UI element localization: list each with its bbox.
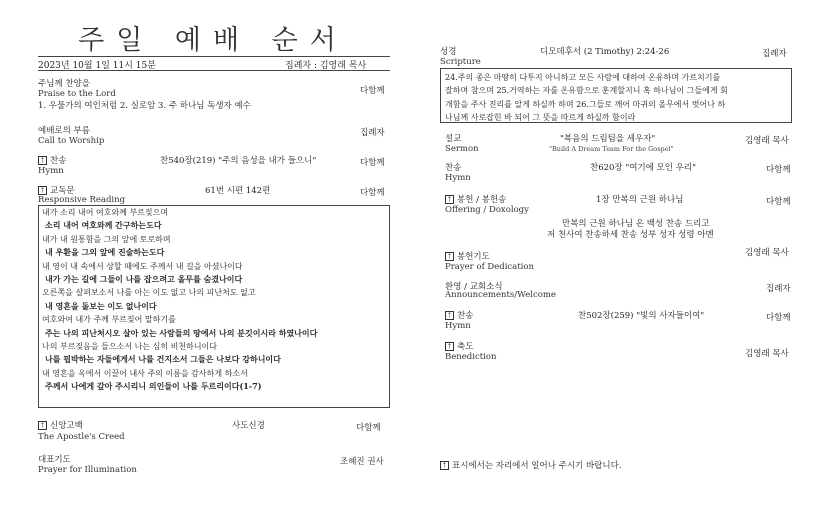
- benediction-en: Benediction: [445, 352, 497, 362]
- reading-line: 내가 소리 내어 여호와께 부르짖으며: [42, 208, 169, 217]
- standing-note: [440, 461, 622, 471]
- hymn3-ko: 찬송: [457, 311, 474, 321]
- stand-mark-icon: †: [445, 342, 454, 351]
- creed-who: 다함께: [356, 423, 381, 433]
- call-en: Call to Worship: [38, 136, 105, 146]
- announce-ko: 환영 / 교회소식: [445, 282, 503, 292]
- benediction-who: 김영래 목사: [745, 349, 789, 359]
- sermon-title: "복음의 드림팀을 세우자": [560, 134, 656, 144]
- offering-detail: 1장 만복의 근원 하나님: [596, 195, 684, 205]
- hymn3-who: 다함께: [766, 313, 791, 323]
- scripture-who: 집례자: [762, 49, 787, 59]
- reading-detail: 61번 시편 142편: [205, 186, 271, 196]
- presider: 집례자 : 김영래 목사: [285, 61, 367, 71]
- call-ko: 예배로의 부름: [38, 126, 90, 136]
- creed-detail: 사도신경: [232, 421, 265, 431]
- stand-mark-icon: †: [445, 311, 454, 320]
- service-date: 2023년 10월 1일 11시 15분: [38, 61, 156, 71]
- hymn1-who: 다함께: [360, 158, 385, 168]
- doxology-line: 만복의 근원 하나님 온 백성 찬송 드리고: [562, 219, 710, 229]
- hymn3-detail: 찬502장(259) "빛의 사자들이여": [578, 311, 705, 321]
- reading-line: 나의 부르짖음을 들으소서 나는 심히 비천하니이다: [42, 342, 218, 352]
- scripture-line: 개함을 주사 진리를 알게 하실까 하며 26.그들로 깨어 마귀의 올무에서 벗어나 하: [445, 99, 726, 109]
- scripture-line: 나님께 사로잡힌 바 되어 그 뜻을 따르게 하실까 함이라: [445, 112, 636, 122]
- hymn1-en: Hymn: [38, 166, 64, 176]
- hymn2-ko: 찬송: [445, 163, 462, 173]
- reading-line: 내 영혼을 옥에서 이끌어 내사 주의 이름을 감사하게 하소서: [42, 368, 248, 378]
- scripture-box: [440, 68, 792, 123]
- scripture-line: 24.주의 종은 마땅히 다투지 아니하고 모든 사람에 대하여 온유하며 가르치기를: [445, 73, 721, 82]
- reading-who: 다함께: [360, 188, 385, 198]
- sermon-ko: 설교: [445, 134, 462, 144]
- call-who: 집례자: [360, 128, 385, 138]
- benediction-title: [445, 342, 473, 352]
- hymn2-detail: 찬620장 "여기에 모인 우리": [590, 163, 697, 173]
- offering-title: [445, 195, 506, 205]
- dedication-ko: 봉헌기도: [457, 252, 490, 262]
- reading-line: 내가 가는 길에 그들이 나를 잡으려고 올무를 숨겼나이다: [45, 274, 243, 285]
- sermon-who: 김영래 목사: [745, 136, 789, 146]
- sermon-en: Sermon: [445, 144, 479, 154]
- announce-who: 집례자: [766, 284, 791, 294]
- page-title: 주일 예배 순서: [78, 25, 348, 56]
- offering-who: 다함께: [766, 197, 791, 207]
- scripture-ko: 성경: [440, 47, 457, 57]
- announce-en: Announcements/Welcome: [445, 290, 556, 300]
- dedication-en: Prayer of Dedication: [445, 262, 534, 272]
- hymn1-ko: 찬송: [50, 156, 67, 166]
- stand-mark-icon: †: [38, 156, 47, 165]
- note-text: 표시에서는 자리에서 일어나 주시기 바랍니다.: [452, 461, 622, 471]
- stand-mark-icon: †: [38, 186, 47, 195]
- stand-mark-icon: †: [445, 195, 454, 204]
- reading-line: 여호와여 내가 주께 부르짖어 말하기를: [42, 315, 176, 325]
- reading-line: 내가 내 원통함을 그의 앞에 토로하며: [42, 234, 171, 244]
- dedication-title: [445, 252, 490, 262]
- praise-en: Praise to the Lord: [38, 89, 116, 99]
- divider: [38, 70, 390, 71]
- praise-ko: 주님께 찬양을: [38, 79, 90, 89]
- reading-line: 주께서 나에게 갚아 주시리니 의인들이 나를 두르리이다(1-7): [45, 381, 262, 392]
- hymn2-who: 다함께: [766, 165, 791, 175]
- stand-mark-icon: †: [445, 252, 454, 261]
- benediction-ko: 축도: [457, 342, 474, 352]
- creed-en: The Apostle's Creed: [38, 432, 125, 442]
- hymn1-detail: 찬540장(219) "주의 음성을 내가 들으니": [160, 156, 317, 166]
- sermon-title-en: "Build A Dream Team For the Gospel": [549, 145, 674, 153]
- hymn2-en: Hymn: [445, 173, 471, 183]
- offering-en: Offering / Doxology: [445, 205, 529, 215]
- stand-mark-icon: †: [440, 461, 449, 470]
- reading-ko: 교독문: [50, 186, 75, 196]
- creed-title: [38, 421, 83, 431]
- reading-line: 소리 내어 여호와께 간구하는도다: [45, 220, 162, 231]
- doxology-line: 저 천사여 찬송하세 찬송 성부 성자 성령 아멘: [547, 230, 714, 240]
- scripture-line: 잘하며 참으며 25.거역하는 자를 온유함으로 훈계할지니 혹 하나님이 그들에게 회: [445, 86, 728, 96]
- divider: [38, 56, 390, 57]
- reading-line: 내 영혼을 돌보는 이도 없나이다: [45, 300, 157, 311]
- prayer-ko: 대표기도: [38, 455, 71, 465]
- creed-ko: 신앙고백: [50, 421, 83, 431]
- hymn3-title: [445, 311, 473, 321]
- prayer-en: Prayer for Illumination: [38, 465, 137, 475]
- praise-songs: 1. 우물가의 여인처럼 2. 실로암 3. 주 하나님 독생자 예수: [38, 101, 251, 111]
- scripture-detail: 디모데후서 (2 Timothy) 2:24-26: [540, 47, 670, 57]
- praise-who: 다함께: [360, 86, 385, 96]
- hymn3-en: Hymn: [445, 321, 471, 331]
- reading-line: 주는 나의 피난처시오 살아 있는 사람들의 땅에서 나의 분깃이시라 하였나이다: [45, 327, 318, 338]
- reading-line: 나를 핍박하는 자들에게서 나를 건지소서 그들은 나보다 강하니이다: [45, 354, 281, 365]
- reading-en: Responsive Reading: [38, 195, 126, 205]
- stand-mark-icon: †: [38, 421, 47, 430]
- prayer-who: 조혜진 권사: [340, 457, 384, 467]
- reading-line: 내 영이 내 속에서 상할 때에도 주께서 내 길을 아셨나이다: [42, 261, 243, 271]
- hymn1-title: [38, 156, 66, 166]
- scripture-en: Scripture: [440, 57, 481, 67]
- reading-line: 내 우환을 그의 앞에 진술하는도다: [45, 247, 165, 258]
- reading-line: 오른쪽을 살펴보소서 나를 아는 이도 없고 나의 피난처도 없고: [42, 288, 256, 298]
- offering-ko: 봉헌 / 봉헌송: [457, 195, 507, 205]
- dedication-who: 김영래 목사: [745, 248, 789, 258]
- reading-box: [38, 205, 390, 408]
